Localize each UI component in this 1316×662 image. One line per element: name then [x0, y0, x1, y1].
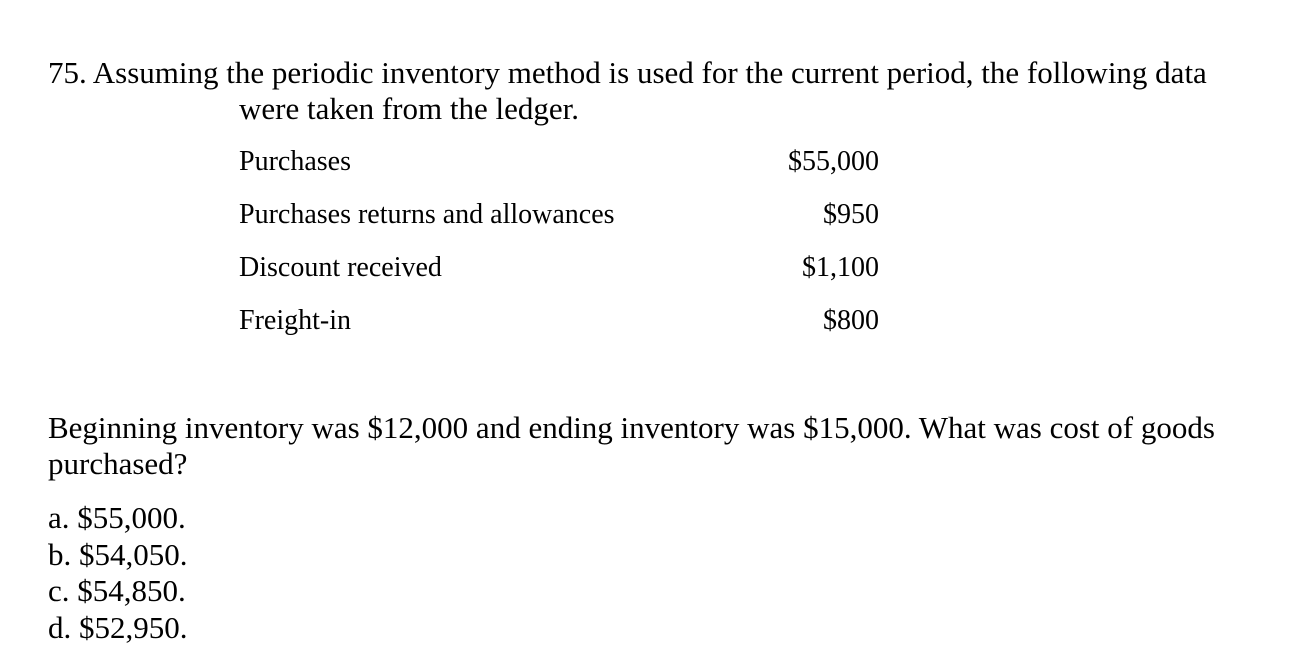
- question-intro-line-2: were taken from the ledger.: [239, 91, 579, 126]
- question-number: 75.: [48, 55, 87, 90]
- ledger-label: Discount received: [239, 252, 442, 283]
- question-intro-text: Assuming the periodic inventory method is used for the current period, the following data: [92, 55, 1207, 90]
- ledger-table: [239, 142, 879, 354]
- choice-a[interactable]: a. $55,000.: [48, 500, 186, 535]
- choice-d[interactable]: d. $52,950.: [48, 609, 188, 645]
- ledger-label: Purchases returns and allowances: [239, 199, 615, 230]
- ledger-label: Freight-in: [239, 305, 351, 336]
- question-header: [48, 55, 1278, 127]
- question-intro-line-1: [48, 55, 1278, 91]
- choice-b[interactable]: b. $54,050.: [48, 536, 188, 572]
- ledger-row-freight-in: [239, 301, 879, 354]
- ledger-amount: $800: [823, 305, 879, 336]
- choice-c[interactable]: c. $54,850.: [48, 573, 186, 608]
- ledger-row-purchases: [239, 142, 879, 195]
- ledger-amount: $950: [823, 199, 879, 230]
- ledger-amount: $55,000: [788, 146, 879, 177]
- ledger-row-discount-received: [239, 248, 879, 301]
- question-prompt: Beginning inventory was $12,000 and ending inventory was $15,000. What was cost of goods purchased?: [48, 410, 1215, 481]
- answer-choices: [48, 500, 188, 646]
- ledger-label: Purchases: [239, 146, 351, 177]
- ledger-row-purchases-returns: [239, 195, 879, 248]
- ledger-amount: $1,100: [802, 252, 879, 283]
